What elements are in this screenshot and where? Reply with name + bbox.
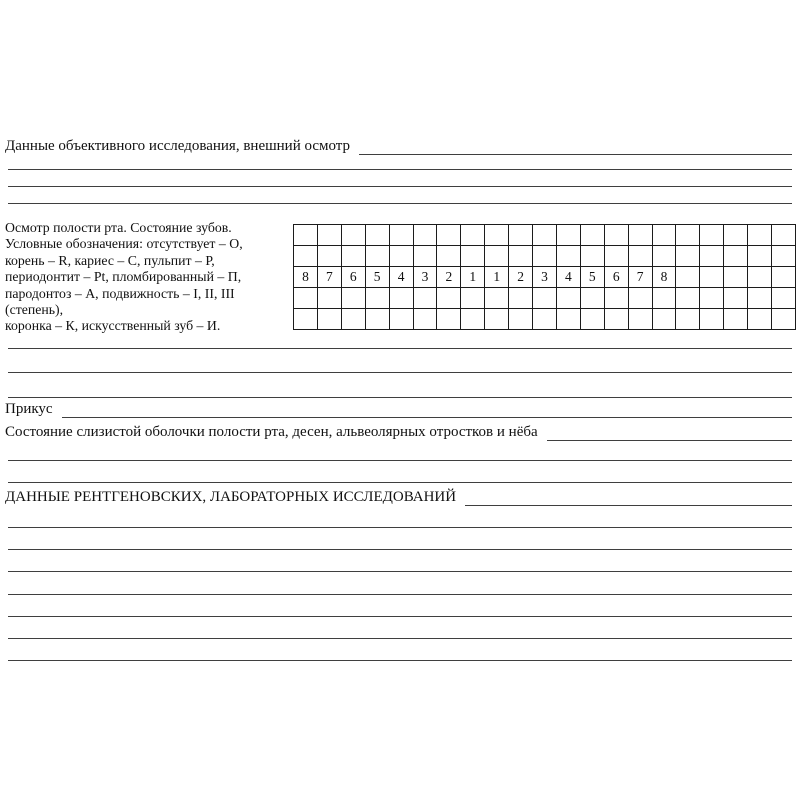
tooth-number-cell[interactable]: 6 [605,267,629,288]
tooth-cell[interactable] [485,246,509,267]
writing-line[interactable] [8,153,792,170]
legend-line: пародонтоз – А, подвижность – I, II, III (степень), [5,285,235,318]
tooth-cell[interactable] [653,288,677,309]
tooth-cell[interactable] [724,288,748,309]
writing-line[interactable] [8,528,792,550]
writing-line[interactable] [8,639,792,661]
bite-blank-field[interactable] [62,401,792,418]
tooth-number-cell[interactable] [748,267,772,288]
legend-line: Условные обозначения: отсутствует – О, [5,236,243,252]
tooth-number-cell[interactable] [772,267,796,288]
tooth-number-cell[interactable] [700,267,724,288]
tooth-cell[interactable] [366,225,390,246]
tooth-cell[interactable] [700,246,724,267]
writing-line[interactable] [8,324,792,349]
tooth-cell[interactable] [390,288,414,309]
writing-line[interactable] [8,595,792,617]
oral-exam-legend [5,220,295,335]
mucosa-label: Состояние слизистой оболочки полости рта, десен, альвеолярных отростков и нёба [5,424,538,440]
tooth-cell[interactable] [366,246,390,267]
tooth-number-cell[interactable]: 3 [533,267,557,288]
tooth-cell[interactable] [748,225,772,246]
tooth-cell[interactable] [461,246,485,267]
tooth-number-cell[interactable]: 8 [653,267,677,288]
tooth-cell[interactable] [605,246,629,267]
tooth-cell[interactable] [581,225,605,246]
tooth-cell[interactable] [748,246,772,267]
legend-line: корень – R, кариес – С, пульпит – Р, [5,252,215,268]
tooth-cell[interactable] [509,225,533,246]
tooth-cell[interactable] [414,225,438,246]
writing-line[interactable] [8,349,792,374]
tooth-cell[interactable] [366,288,390,309]
bite-label: Прикус [5,401,53,417]
tooth-cell[interactable] [653,225,677,246]
writing-line[interactable] [8,187,792,204]
tooth-cell[interactable] [605,288,629,309]
tooth-cell[interactable] [772,225,796,246]
tooth-cell[interactable] [724,225,748,246]
tooth-number-cell[interactable]: 8 [294,267,318,288]
tooth-chart [293,224,796,330]
tooth-cell[interactable] [342,288,366,309]
tooth-cell[interactable] [509,246,533,267]
xray-lab-label: ДАННЫЕ РЕНТГЕНОВСКИХ, ЛАБОРАТОРНЫХ ИССЛЕДОВАНИЙ [5,489,457,505]
tooth-cell[interactable] [533,288,557,309]
writing-line[interactable] [8,373,792,398]
tooth-cell[interactable] [390,246,414,267]
tooth-cell[interactable] [605,225,629,246]
tooth-cell[interactable] [390,225,414,246]
xray-lab-row [5,489,792,506]
oral-exam-writing-lines [8,324,792,398]
legend-line: периодонтит – Pt, пломбированный – П, [5,269,242,285]
tooth-number-cell[interactable]: 5 [366,267,390,288]
tooth-cell[interactable] [414,288,438,309]
tooth-cell[interactable] [724,246,748,267]
tooth-cell[interactable] [629,246,653,267]
tooth-cell[interactable] [772,246,796,267]
tooth-cell[interactable] [700,288,724,309]
tooth-number-cell[interactable]: 4 [390,267,414,288]
tooth-cell[interactable] [557,225,581,246]
tooth-cell[interactable] [342,225,366,246]
tooth-cell[interactable] [653,246,677,267]
tooth-cell[interactable] [581,246,605,267]
tooth-cell[interactable] [557,288,581,309]
tooth-cell[interactable] [437,288,461,309]
tooth-cell[interactable] [748,288,772,309]
xray-lab-writing-lines [8,506,792,661]
legend-line: Осмотр полости рта. Состояние зубов. [5,220,232,235]
writing-line[interactable] [8,617,792,639]
tooth-cell[interactable] [700,225,724,246]
tooth-number-cell[interactable]: 3 [414,267,438,288]
tooth-cell[interactable] [629,288,653,309]
xray-lab-blank-field[interactable] [465,489,792,506]
tooth-cell[interactable] [294,246,318,267]
writing-line[interactable] [8,461,792,483]
writing-line[interactable] [8,572,792,594]
tooth-number-cell[interactable] [676,267,700,288]
tooth-number-cell[interactable]: 7 [629,267,653,288]
tooth-cell[interactable] [533,246,557,267]
bite-row [5,401,792,418]
tooth-number-cell[interactable]: 1 [461,267,485,288]
tooth-cell[interactable] [294,288,318,309]
objective-exam-label: Данные объективного исследования, внешний осмотр [5,138,351,154]
tooth-cell[interactable] [557,246,581,267]
tooth-cell[interactable] [318,288,342,309]
tooth-number-cell[interactable]: 4 [557,267,581,288]
tooth-number-cell[interactable]: 1 [485,267,509,288]
tooth-cell[interactable] [342,246,366,267]
mucosa-writing-lines [8,439,792,483]
tooth-cell[interactable] [772,288,796,309]
tooth-cell[interactable] [485,288,509,309]
tooth-cell[interactable] [485,225,509,246]
writing-line[interactable] [8,439,792,461]
legend-line: коронка – К, искусственный зуб – И. [5,318,221,334]
tooth-cell[interactable] [437,225,461,246]
tooth-cell[interactable] [629,225,653,246]
tooth-number-cell[interactable]: 2 [509,267,533,288]
writing-line[interactable] [8,170,792,187]
tooth-cell[interactable] [676,288,700,309]
tooth-number-cell[interactable]: 2 [437,267,461,288]
tooth-cell[interactable] [509,288,533,309]
tooth-cell[interactable] [533,225,557,246]
writing-line[interactable] [8,506,792,528]
tooth-cell[interactable] [461,288,485,309]
writing-line[interactable] [8,550,792,572]
tooth-cell[interactable] [318,225,342,246]
tooth-cell[interactable] [461,225,485,246]
tooth-cell[interactable] [318,246,342,267]
tooth-number-cell[interactable]: 7 [318,267,342,288]
tooth-number-cell[interactable]: 5 [581,267,605,288]
objective-exam-writing-lines [8,153,792,204]
tooth-cell[interactable] [676,225,700,246]
tooth-number-cell[interactable]: 6 [342,267,366,288]
tooth-cell[interactable] [437,246,461,267]
tooth-cell[interactable] [676,246,700,267]
tooth-cell[interactable] [294,225,318,246]
tooth-number-cell[interactable] [724,267,748,288]
tooth-cell[interactable] [414,246,438,267]
tooth-cell[interactable] [581,288,605,309]
